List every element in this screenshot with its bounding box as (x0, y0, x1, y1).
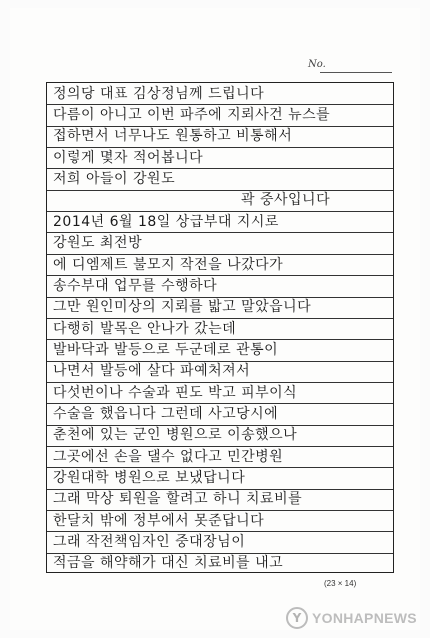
letter-line: 나면서 발등에 살다 파예처져서 (53, 363, 251, 380)
letter-line: 춘천에 있는 군인 병원으로 이송했으나 (53, 427, 298, 444)
page-number-underline (320, 72, 392, 73)
letter-line: 송수부대 업무를 수행하다 (53, 277, 218, 294)
letter-line: 그곳에선 손을 댈수 없다고 민간병원 (53, 448, 284, 465)
letter-line: 강원대학 병원으로 보냈답니다 (53, 469, 246, 486)
letter-line: 수술을 했읍니다 그런데 사고당시에 (53, 405, 279, 422)
letter-line: 그만 원인미상의 지뢰를 밟고 말았읍니다 (53, 299, 312, 316)
letter-line: 적금을 해약해가 대신 치료비를 내고 (53, 555, 284, 572)
letter-line: 그래 작전책임자인 중대장님이 (53, 534, 246, 550)
letter-sheet (10, 8, 420, 630)
yonhap-logo-icon: Y (286, 607, 308, 629)
letter-line: 곽 중사입니다 (241, 192, 331, 209)
letter-line: 정의당 대표 김상정님께 드립니다 (53, 85, 265, 102)
letter-line: 한달치 밖에 정부에서 못준답니다 (53, 512, 265, 529)
watermark-text: YONHAPNEWS (312, 610, 417, 626)
letter-line: 2014년 6월 18일 상급부대 지시로 (53, 213, 279, 230)
letter-line: 강원도 최전방 (53, 235, 143, 252)
page-number-label: No. (308, 59, 326, 70)
letter-line: 저희 아들이 강원도 (53, 171, 176, 188)
letter-line: 다행히 발목은 안나가 갔는데 (53, 320, 237, 337)
letter-line: 다름이 아니고 이번 파주에 지뢰사건 뉴스를 (53, 107, 331, 123)
yonhap-watermark (286, 606, 417, 630)
ruled-letter-frame (46, 82, 394, 573)
letter-line: 그래 막상 퇴원을 할려고 하니 치료비를 (53, 491, 303, 508)
letter-line: 이렇게 몇자 적어봅니다 (53, 149, 204, 166)
letter-line: 에 디엠제트 불모지 작전을 나갔다가 (53, 256, 284, 273)
letter-line: 접하면서 너무나도 원통하고 비통해서 (53, 128, 293, 145)
letter-line: 다섯번이나 수술과 핀도 박고 피부이식 (53, 384, 298, 401)
letter-line: 발바닥과 발등으로 두군데로 관통이 (53, 341, 279, 358)
grid-size-label: (23 × 14) (324, 579, 357, 588)
